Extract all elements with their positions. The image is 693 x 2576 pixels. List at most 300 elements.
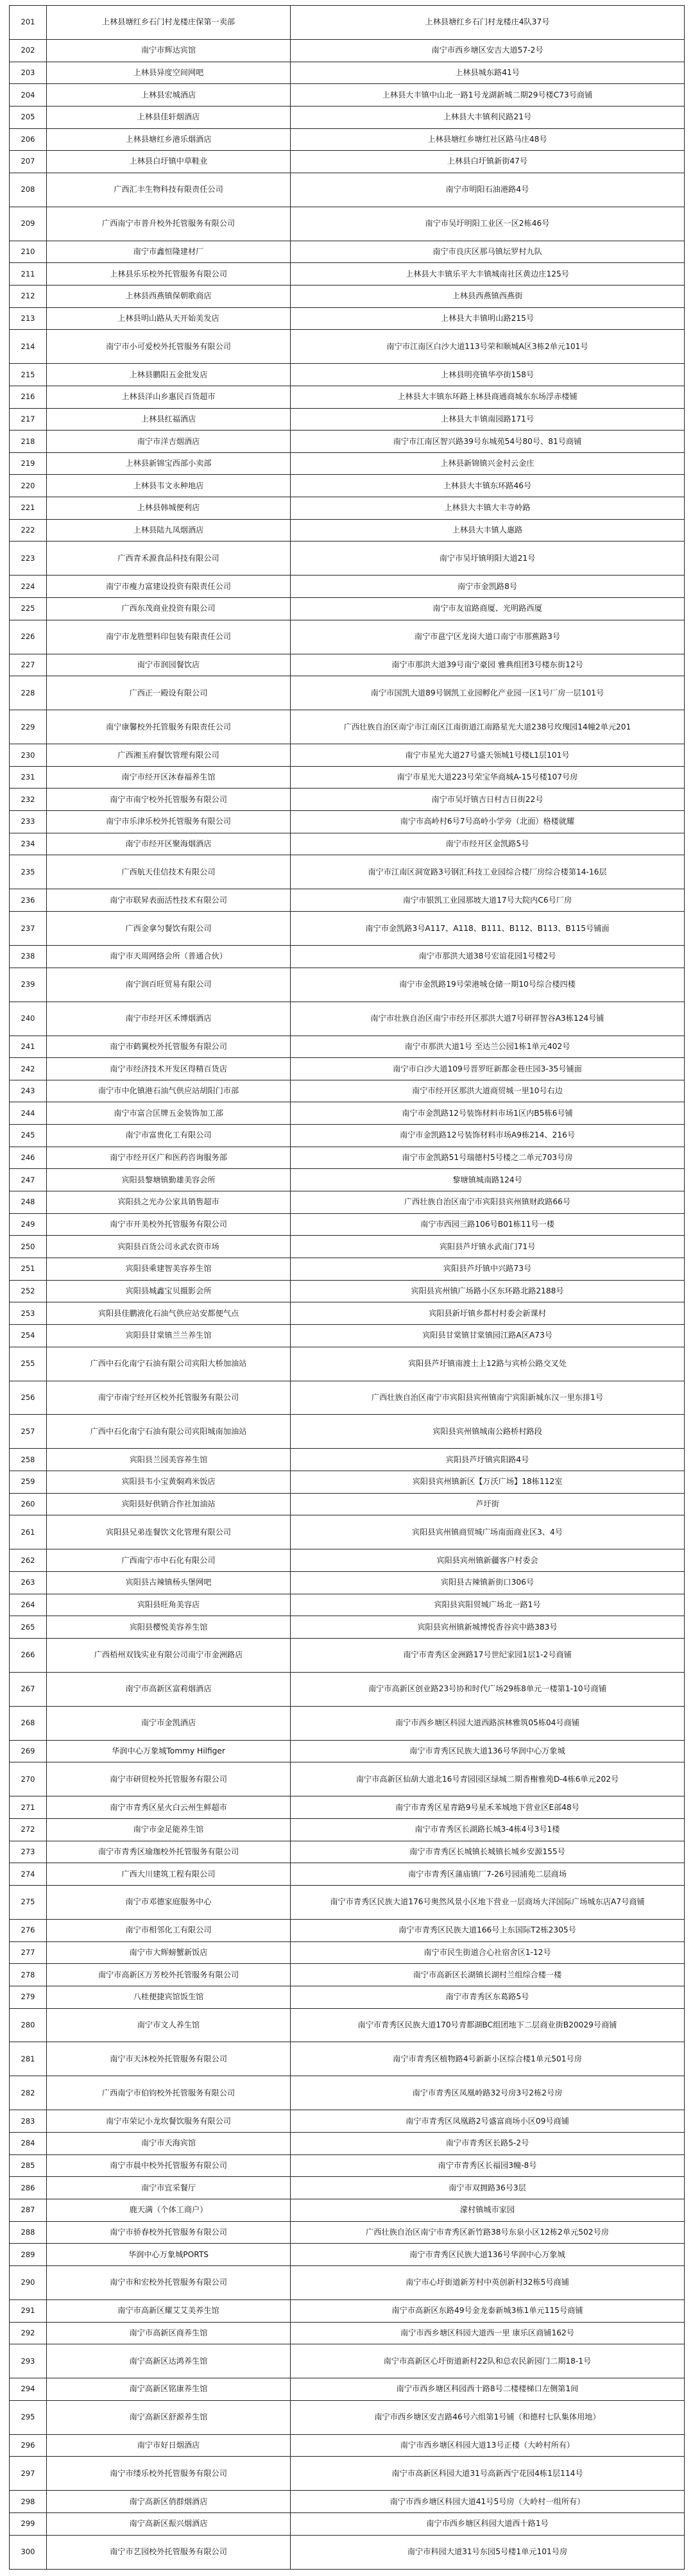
cell-number: 219 [10,452,47,475]
cell-address: 宾阳县宾阳贸城广场北一路1号 [291,1594,685,1616]
table-row [10,39,685,62]
cell-address: 南宁市国凯大道89号钢凯工业园孵化产业园一区1号厂房一层101号 [291,676,685,710]
cell-address: 南宁市江南区洞宽路3号钢汇科技工业园综合楼厂房综合楼第14-16层 [291,855,685,889]
cell-business-name: 南宁高新区铭康养生馆 [47,2378,291,2401]
cell-number: 300 [10,2535,47,2569]
cell-number: 227 [10,654,47,676]
cell-number: 211 [10,263,47,286]
cell-business-name: 上林县洋山乡惠民百货超市 [47,386,291,408]
table-row [10,173,685,207]
cell-business-name: 华润中心万象城PORTS [47,2244,291,2266]
table-row [10,1515,685,1549]
cell-address: 宾阳县宾州镇城南公路桥村路段 [291,1415,685,1449]
table-row [10,1213,685,1236]
cell-number: 285 [10,2154,47,2177]
cell-business-name: 南宁市青秀区星火白云州生鲜超市 [47,1796,291,1819]
cell-number: 281 [10,2042,47,2076]
cell-address: 南宁市青秀区凤凰路2号盛富商场小区09号商铺 [291,2110,685,2133]
cell-number: 221 [10,497,47,520]
table-row [10,1986,685,2008]
cell-business-name: 宾阳县黎塘镇勤雄美容会所 [47,1169,291,1191]
cell-address: 南宁市青秀区星青路9号星禾苯城地下营业区E部48号 [291,1796,685,1819]
cell-business-name: 南宁市乐津乐校外托管服务有限公司 [47,811,291,833]
table-row [10,654,685,676]
table-row [10,2512,685,2535]
cell-business-name: 宾阳县兄弟连餐饮文化管理有限公司 [47,1515,291,1549]
cell-number: 267 [10,1672,47,1706]
cell-address: 广西壮族自治区南宁市江南区江南街道江南路星光大道238号玫瑰园14幢2单元201 [291,710,685,744]
cell-address: 南宁市江南区白沙大道113号荣和顺城A区3栋2单元101号 [291,330,685,364]
table-row [10,1236,685,1258]
cell-number: 298 [10,2491,47,2513]
cell-number: 204 [10,84,47,107]
cell-business-name: 南宁市大辉螃蟹新饭店 [47,1941,291,1964]
table-row [10,286,685,308]
table-row [10,1415,685,1449]
cell-business-name: 宾阳县旺角美容店 [47,1594,291,1616]
table-row [10,1036,685,1058]
cell-business-name: 南宁市经开区沐春福养生馆 [47,766,291,789]
cell-business-name: 宾阳县樱悦美容养生馆 [47,1616,291,1639]
table-row [10,1125,685,1147]
table-row [10,833,685,855]
cell-address: 上林县明亮镇华亭街158号 [291,364,685,386]
cell-address: 南宁市西乡塘区科园西十路8号二楼楼梯口左侧第1间 [291,2378,685,2401]
cell-address: 南宁市金凯路12号装饰材料市场1区内B5栋6号铺 [291,1102,685,1125]
cell-number: 242 [10,1058,47,1080]
cell-number: 261 [10,1515,47,1549]
cell-business-name: 上林县佳轩烟酒店 [47,106,291,128]
table-row [10,2154,685,2177]
cell-business-name: 南宁市研贸校外托管服务有限公司 [47,1762,291,1796]
cell-business-name: 上林县塘红乡石门村龙楼庄保第一卖部 [47,6,291,40]
table-row [10,2491,685,2513]
cell-business-name: 广西南宁市普升校外托管服务有限公司 [47,207,291,241]
cell-address: 南宁市青秀区长湖路长城3-4栋4号3号1楼 [291,1819,685,1841]
cell-business-name: 华润中心万象城Tommy Hilfiger [47,1740,291,1762]
cell-number: 201 [10,6,47,40]
cell-address: 广西壮族自治区南宁市宾阳县宾州镇南宁宾阳新城东汉一里东排1号 [291,1381,685,1415]
cell-number: 245 [10,1125,47,1147]
cell-business-name: 南宁市晨中校外托管服务有限公司 [47,2154,291,2177]
cell-number: 236 [10,889,47,912]
cell-number: 252 [10,1280,47,1302]
cell-number: 217 [10,408,47,431]
cell-address: 芦圩街 [291,1493,685,1515]
cell-address: 南宁市青秀区长城镇长城镇长城乡安源155号 [291,1841,685,1863]
cell-number: 251 [10,1258,47,1280]
cell-number: 248 [10,1191,47,1214]
table-row [10,789,685,811]
cell-business-name: 南宁市荣记小龙坎餐饮服务有限公司 [47,2110,291,2133]
cell-address: 上林县城东路41号 [291,62,685,84]
table-row [10,968,685,1002]
table-row [10,307,685,330]
cell-number: 234 [10,833,47,855]
table-row [10,2110,685,2133]
cell-number: 220 [10,475,47,497]
table-row [10,330,685,364]
cell-number: 215 [10,364,47,386]
cell-number: 295 [10,2400,47,2434]
cell-number: 299 [10,2512,47,2535]
table-row [10,710,685,744]
cell-business-name: 南宁市高新区富莉烟酒店 [47,1672,291,1706]
cell-business-name: 南宁市润园餐饮店 [47,654,291,676]
table-row [10,1169,685,1191]
cell-address: 南宁市青秀区民族大道136号华润中心万象城 [291,2244,685,2266]
table-row [10,2378,685,2401]
cell-address: 南宁市良庆区那马镇坛罗村九队 [291,241,685,263]
table-row [10,1706,685,1740]
cell-address: 南宁市西乡塘区科园大道西一里 康乐区商铺162号 [291,2322,685,2344]
table-row [10,62,685,84]
cell-address: 南宁市青秀区民族大道176号奥然风景小区地下营业一层商场大洋国际广场城东店A7号商铺 [291,1885,685,1919]
cell-address: 宾阳县古辣镇新街口306号 [291,1571,685,1594]
cell-business-name: 宾阳县城鑫宝贝摄影会所 [47,1280,291,1302]
table-row [10,452,685,475]
cell-number: 270 [10,1762,47,1796]
cell-business-name: 上林县塘红乡港乐烟酒店 [47,128,291,151]
table-row [10,676,685,710]
registry-table [9,5,685,2570]
cell-address: 广西壮族自治区南宁市宾阳县宾州镇财政路66号 [291,1191,685,1214]
cell-address: 南宁市高新区科园大道31号高新西宁花园4栋1层114号 [291,2457,685,2491]
cell-address: 宾阳县宾州镇新区【万沃广场】18栋112室 [291,1471,685,1494]
cell-address: 南宁市那洪大道39号南宁豪园 雅典组团3号楼东街12号 [291,654,685,676]
cell-address: 宾阳县宾州镇新疆客户村委会 [291,1549,685,1572]
cell-business-name: 广西南宁市中石化有限公司 [47,1549,291,1572]
table-row [10,1258,685,1280]
cell-number: 208 [10,173,47,207]
cell-address: 南宁市高新区长湖镇长湖村兰组综合楼一楼 [291,1964,685,1986]
cell-address: 南宁市友谊路商厦、光明路西厦 [291,598,685,620]
cell-address: 南宁市那洪大道38号宏谊花园1号楼2号 [291,945,685,968]
cell-business-name: 南宁市联昇表面活性技术有限公司 [47,889,291,912]
cell-address: 南宁市邕宁区龙岗大道口南宁市那蕉路3号 [291,620,685,654]
cell-number: 207 [10,151,47,173]
cell-business-name: 广西大川建筑工程有限公司 [47,1863,291,1886]
cell-address: 南宁市高新区东路49号金龙泰新城3栋1单元115号商铺 [291,2299,685,2322]
cell-number: 206 [10,128,47,151]
cell-number: 212 [10,286,47,308]
cell-business-name: 南宁市缕乐校外托管服务有限公司 [47,2457,291,2491]
cell-number: 272 [10,1819,47,1841]
cell-number: 202 [10,39,47,62]
cell-business-name: 南宁市天海宾馆 [47,2133,291,2155]
cell-number: 250 [10,1236,47,1258]
cell-address: 南宁市高新区心圩街道新村22队和总农民新园门二期18-1号 [291,2344,685,2378]
cell-business-name: 宾阳县佳鹏液化石油气供应站安都便气点 [47,1302,291,1325]
cell-address: 南宁市高新区创业路23号协和时代广场29栋8单元一楼第1-10号商铺 [291,1672,685,1706]
cell-address: 上林县大丰镇大丰寺岭路 [291,497,685,520]
cell-business-name: 宾阳县百货公司永武农资市场 [47,1236,291,1258]
cell-business-name: 宾阳县之光办公家具销售超市 [47,1191,291,1214]
cell-business-name: 上林县韦文永种地店 [47,475,291,497]
cell-business-name: 上林县宏城酒店 [47,84,291,107]
cell-business-name: 南宁高新区达鸿养生馆 [47,2344,291,2378]
cell-address: 南宁市经开区金凯路5号 [291,833,685,855]
cell-number: 268 [10,1706,47,1740]
cell-number: 223 [10,542,47,576]
cell-business-name: 广西中石化南宁石油有限公司宾阳大桥加油站 [47,1347,291,1381]
table-row [10,2535,685,2569]
cell-number: 269 [10,1740,47,1762]
cell-business-name: 南宁市小可爱校外托管服务有限公司 [47,330,291,364]
cell-address: 宾阳县宾州镇广场路小区东环路北路2188号 [291,1280,685,1302]
cell-address: 南宁市青秀区金洲路17号世纪家园1层1-2号商铺 [291,1638,685,1672]
table-row [10,128,685,151]
cell-address: 宾阳县芦圩镇南渡土上12路与宾桥公路交叉处 [291,1347,685,1381]
cell-business-name: 广西梧州双钱实业有限公司南宁市金洲路店 [47,1638,291,1672]
table-row [10,1002,685,1036]
cell-business-name: 南宁市天沐校外托管服务有限公司 [47,2042,291,2076]
cell-number: 260 [10,1493,47,1515]
table-row [10,620,685,654]
cell-business-name: 南宁市瘦力富建设投资有限责任公司 [47,576,291,598]
cell-address: 上林县白圩镇新街47号 [291,151,685,173]
cell-number: 218 [10,431,47,453]
cell-address: 上林县大丰镇中山北一路1号龙湖新城二期29号楼C73号商铺 [291,84,685,107]
cell-business-name: 南宁市洋吉烟酒店 [47,431,291,453]
cell-address: 上林县大丰镇南园路171号 [291,408,685,431]
cell-address: 上林县大丰镇人惠路 [291,519,685,542]
table-row [10,364,685,386]
table-row [10,1147,685,1169]
cell-business-name: 南宁高新区舒源养生馆 [47,2400,291,2434]
cell-business-name: 上林县鹏阳五金批发店 [47,364,291,386]
cell-number: 275 [10,1885,47,1919]
cell-number: 297 [10,2457,47,2491]
cell-business-name: 南宁市经开区禾博烟酒店 [47,1002,291,1036]
cell-address: 上林县大丰镇利民路21号 [291,106,685,128]
cell-business-name: 广西正一殿设有限公司 [47,676,291,710]
cell-address: 广西壮族自治区南宁市青秀区新竹路38号东泉小区12栋2单元502号房 [291,2221,685,2244]
table-row [10,2457,685,2491]
cell-address: 宾阳县宾州镇新城博悦香谷宾中路383号 [291,1616,685,1639]
table-row [10,811,685,833]
cell-business-name: 南宁市南宁校外托管服务有限公司 [47,789,291,811]
cell-number: 259 [10,1471,47,1494]
cell-business-name: 南宁市高新区耀艾艾美养生馆 [47,2299,291,2322]
cell-address: 南宁市银凯工业园那坡大道17号大院内C6号厂房 [291,889,685,912]
cell-number: 296 [10,2434,47,2457]
cell-business-name: 宾阳县韦小宝黄焖鸡米饭店 [47,1471,291,1494]
cell-number: 289 [10,2244,47,2266]
table-row [10,766,685,789]
cell-number: 231 [10,766,47,789]
cell-business-name: 南宁市经开区广和医药咨询服务部 [47,1147,291,1169]
cell-address: 上林县塘红乡塘红社区路马庄48号 [291,128,685,151]
table-row [10,1841,685,1863]
table-row [10,151,685,173]
cell-address: 南宁市金凯路3号A117、A118、B111、B112、B113、B115号铺面 [291,912,685,946]
cell-number: 271 [10,1796,47,1819]
table-row [10,598,685,620]
cell-address: 宾阳县宾州镇商贸城广场南面商业区3、4号 [291,1515,685,1549]
cell-address: 濛村镇城市家园 [291,2199,685,2221]
cell-number: 254 [10,1324,47,1347]
table-row [10,6,685,40]
cell-address: 南宁市吴圩镇明阳大道21号 [291,542,685,576]
cell-business-name: 上林县新锦宝西部小卖部 [47,452,291,475]
cell-number: 249 [10,1213,47,1236]
cell-business-name: 南宁市邓德家庭服务中心 [47,1885,291,1919]
cell-address: 南宁市西乡塘区安吉大道57-2号 [291,39,685,62]
cell-address: 南宁市高新区仙葫大道北16号青园园区绿城二期香榭雅苑D-4栋6单元202号 [291,1762,685,1796]
cell-address: 南宁市金凯路8号 [291,576,685,598]
cell-number: 257 [10,1415,47,1449]
table-row [10,1964,685,1986]
cell-business-name: 南宁市金足能养生馆 [47,1819,291,1841]
cell-address: 黎塘镇城南路124号 [291,1169,685,1191]
cell-number: 232 [10,789,47,811]
table-row [10,855,685,889]
cell-business-name: 广西湘玉府餐饮管理有限公司 [47,744,291,767]
table-row [10,2265,685,2299]
cell-number: 280 [10,2008,47,2042]
cell-business-name: 上林县异度空间网吧 [47,62,291,84]
cell-number: 290 [10,2265,47,2299]
cell-address: 南宁市青秀区植物路4号新新小区综合楼1单元501号房 [291,2042,685,2076]
cell-business-name: 广西汇丰生物科技有限责任公司 [47,173,291,207]
cell-number: 238 [10,945,47,968]
table-row [10,576,685,598]
cell-business-name: 南宁市青秀区瑜珈校外托管服务有限公司 [47,1841,291,1863]
cell-business-name: 南宁高新区俏群烟酒店 [47,2491,291,2513]
cell-address: 南宁市江南区智兴路39号东城苑54号80号、81号商铺 [291,431,685,453]
table-row [10,241,685,263]
cell-address: 南宁市心圩街道新芳村中英创新村32栋5号商铺 [291,2265,685,2299]
cell-business-name: 南宁市鑫恒隆建材厂 [47,241,291,263]
cell-address: 宾阳县甘棠镇甘棠镇园江路A区A73号 [291,1324,685,1347]
cell-address: 南宁市西乡塘区科园大道13号正楼（大岭村所有） [291,2434,685,2457]
cell-number: 266 [10,1638,47,1672]
table-row [10,2177,685,2199]
cell-business-name: 广西金拿匀餐饮有限公司 [47,912,291,946]
table-row [10,1347,685,1381]
cell-address: 南宁市青秀区凤凰岭路32号房3号2栋2号房 [291,2076,685,2110]
cell-number: 247 [10,1169,47,1191]
table-row [10,1449,685,1471]
table-row [10,2008,685,2042]
cell-business-name: 上林县明山路从天开始美发店 [47,307,291,330]
cell-business-name: 广西东茂商业投资有限公司 [47,598,291,620]
cell-address: 南宁市金凯路12号装饰材料市场A9栋214、216号 [291,1125,685,1147]
cell-business-name: 南宁市高新区商养生馆 [47,2322,291,2344]
cell-number: 283 [10,2110,47,2133]
cell-number: 246 [10,1147,47,1169]
cell-business-name: 上林县红福酒店 [47,408,291,431]
table-row [10,263,685,286]
table-row [10,1493,685,1515]
cell-address: 南宁市西园三路106号B01栋11号一楼 [291,1213,685,1236]
cell-address: 南宁市青秀区民族大道166号上东国际T2栋2305号 [291,1919,685,1941]
cell-number: 274 [10,1863,47,1886]
cell-business-name: 宾阳县乘建智美容养生馆 [47,1258,291,1280]
cell-address: 上林县西燕镇西燕街 [291,286,685,308]
table-row [10,1302,685,1325]
cell-business-name: 南宁市鹤翼校外托管服务有限公司 [47,1036,291,1058]
table-row [10,1571,685,1594]
cell-address: 南宁市金凯路19号荣港城仓储一期10号综合楼四楼 [291,968,685,1002]
cell-number: 263 [10,1571,47,1594]
cell-address: 宾阳县芦圩镇中兴路73号 [291,1258,685,1280]
table-row [10,2322,685,2344]
cell-business-name: 南宁润百旺贸易有限公司 [47,968,291,1002]
cell-address: 南宁市金凯路51号瑞德村5号楼之二单元703号房 [291,1147,685,1169]
cell-address: 上林县大丰镇明山路215号 [291,307,685,330]
cell-number: 253 [10,1302,47,1325]
cell-number: 264 [10,1594,47,1616]
cell-number: 294 [10,2378,47,2401]
cell-number: 282 [10,2076,47,2110]
table-row [10,386,685,408]
cell-number: 262 [10,1549,47,1572]
cell-address: 南宁市吴圩明阳工业区一区2栋46号 [291,207,685,241]
table-row [10,2199,685,2221]
cell-number: 287 [10,2199,47,2221]
table-row [10,2299,685,2322]
cell-business-name: 南宁市富贵化工有限公司 [47,1125,291,1147]
cell-number: 214 [10,330,47,364]
table-row [10,1102,685,1125]
table-row [10,497,685,520]
cell-business-name: 南宁市南宁经开区校外托管服务有限公司 [47,1381,291,1415]
table-row [10,542,685,576]
cell-address: 南宁市青秀区蒲庙镇厂7-26号园浦苑二层商场 [291,1863,685,1886]
cell-business-name: 南宁市文人养生馆 [47,2008,291,2042]
cell-address: 宾阳县芦圩镇宾阳路4号 [291,1449,685,1471]
cell-number: 203 [10,62,47,84]
cell-number: 276 [10,1919,47,1941]
cell-address: 南宁市青秀区长福园3幢-8号 [291,2154,685,2177]
cell-business-name: 广西南宁市伯钧校外托管服务有限公司 [47,2076,291,2110]
cell-address: 南宁市青秀区东葛路5号 [291,1986,685,2008]
cell-business-name: 南宁市和宏校外托管服务有限公司 [47,2265,291,2299]
cell-business-name: 南宁市骄春校外托管服务有限公司 [47,2221,291,2244]
table-row [10,1796,685,1819]
cell-address: 南宁市科园大道31号东园5号楼1单元101号房 [291,2535,685,2569]
table-row [10,2344,685,2378]
cell-address: 南宁市西乡塘区科园大道41号5号房（大岭村一组所有） [291,2491,685,2513]
cell-business-name: 上林县乐乐校外托管服务有限公司 [47,263,291,286]
table-row [10,431,685,453]
table-row [10,1280,685,1302]
cell-business-name: 南宁市经开区聚海烟酒店 [47,833,291,855]
cell-number: 235 [10,855,47,889]
cell-business-name: 南宁市天周网络会所（普通合伙） [47,945,291,968]
cell-number: 258 [10,1449,47,1471]
cell-number: 244 [10,1102,47,1125]
table-row [10,1672,685,1706]
cell-number: 265 [10,1616,47,1639]
cell-number: 288 [10,2221,47,2244]
cell-address: 上林县塘红乡石门村龙楼庄4队37号 [291,6,685,40]
table-row [10,2076,685,2110]
cell-business-name: 南宁市好日烟酒店 [47,2434,291,2457]
table-row [10,1885,685,1919]
table-row [10,889,685,912]
table-row [10,1863,685,1886]
cell-address: 南宁市双拥路36号3层 [291,2177,685,2199]
cell-number: 286 [10,2177,47,2199]
table-row [10,2042,685,2076]
cell-number: 230 [10,744,47,767]
table-row [10,408,685,431]
cell-number: 241 [10,1036,47,1058]
cell-number: 292 [10,2322,47,2344]
